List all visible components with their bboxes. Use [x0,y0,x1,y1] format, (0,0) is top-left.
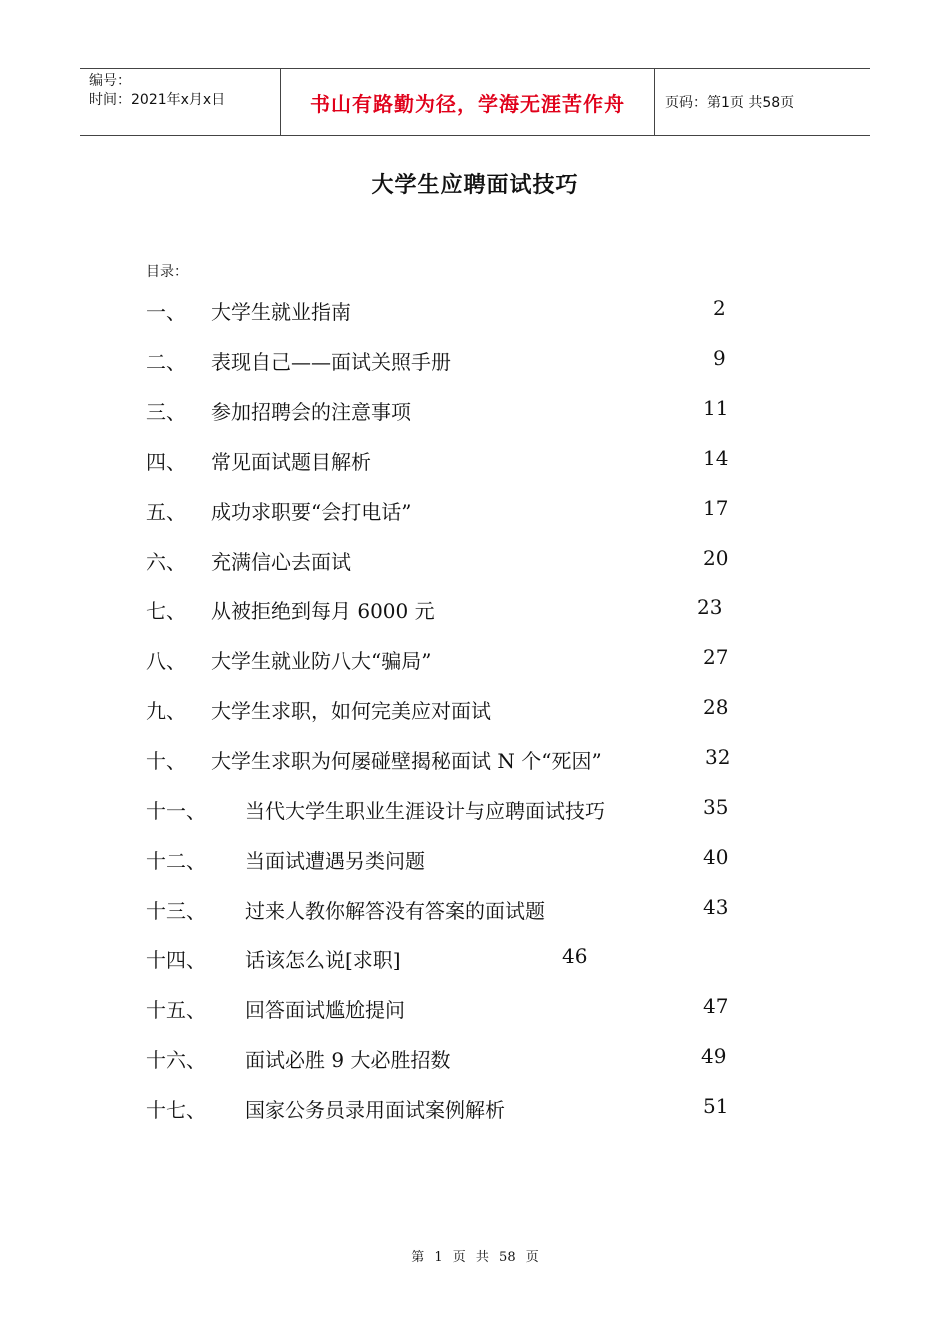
toc-title: 大学生就业防八大“骗局” [211,649,432,673]
toc-title: 从被拒绝到每月 6000 元 [211,599,435,623]
toc-number: 十二、 [146,849,206,873]
toc-item[interactable] [0,845,950,875]
toc-number: 六、 [146,550,186,574]
toc-number: 十三、 [146,899,206,923]
toc-number: 十一、 [146,799,206,823]
toc-title: 话该怎么说[求职] [245,948,401,972]
toc-item[interactable] [0,296,950,326]
toc-title: 面试必胜 9 大必胜招数 [245,1048,451,1072]
toc-page: 20 [703,546,729,570]
toc-title: 当代大学生职业生涯设计与应聘面试技巧 [245,799,605,823]
page-info: 页码：第1页 共58页 [665,95,795,111]
toc-number: 十六、 [146,1048,206,1072]
toc-item[interactable] [0,446,950,476]
toc-number: 二、 [146,350,186,374]
toc-item[interactable] [0,496,950,526]
toc-page: 51 [703,1094,729,1118]
toc-page: 40 [703,845,729,869]
toc-item[interactable] [0,994,950,1024]
toc-number: 十四、 [146,948,206,972]
header-table [80,68,870,136]
toc-number: 四、 [146,450,186,474]
toc-page: 47 [703,994,729,1018]
toc-page: 46 [562,944,588,968]
toc-title: 大学生求职为何屡碰壁揭秘面试 N 个“死因” [211,749,602,773]
toc-number: 八、 [146,649,186,673]
toc-item[interactable] [0,346,950,376]
toc-item[interactable] [0,1044,950,1074]
toc-item[interactable] [0,695,950,725]
toc-item[interactable] [0,944,950,974]
toc-page: 2 [713,296,726,320]
toc-title: 成功求职要“会打电话” [211,500,412,524]
toc-page: 11 [703,396,729,420]
toc-page: 43 [703,895,729,919]
toc-page: 17 [703,496,729,520]
toc-number: 十五、 [146,998,206,1022]
header-left-cell [80,69,281,135]
toc-number: 五、 [146,500,186,524]
toc-item[interactable] [0,1094,950,1124]
page-footer: 第 1 页 共 58 页 [411,1250,539,1265]
toc-page: 49 [701,1044,727,1068]
toc-page: 27 [703,645,729,669]
toc-title: 大学生求职，如何完美应对面试 [211,699,491,723]
toc-page: 23 [697,595,723,619]
toc-page: 14 [703,446,729,470]
toc-number: 九、 [146,699,186,723]
toc-item[interactable] [0,645,950,675]
toc-title: 参加招聘会的注意事项 [211,400,411,424]
toc-page: 9 [713,346,726,370]
toc-item[interactable] [0,595,950,625]
toc-item[interactable] [0,396,950,426]
toc-number: 七、 [146,599,186,623]
toc-title: 大学生就业指南 [211,300,351,324]
toc-item[interactable] [0,745,950,775]
toc-item[interactable] [0,895,950,925]
toc-page: 32 [705,745,731,769]
toc-number: 十七、 [146,1098,206,1122]
toc-number: 三、 [146,400,186,424]
toc-title: 当面试遭遇另类问题 [245,849,425,873]
toc-title: 国家公务员录用面试案例解析 [245,1098,505,1122]
toc-title: 回答面试尴尬提问 [245,998,405,1022]
toc-item[interactable] [0,546,950,576]
toc-page: 35 [703,795,729,819]
toc-page: 28 [703,695,729,719]
motto: 书山有路勤为径，学海无涯苦作舟 [281,69,655,135]
toc-item[interactable] [0,795,950,825]
toc-title: 过来人教你解答没有答案的面试题 [245,899,545,923]
document-title: 大学生应聘面试技巧 [371,173,579,198]
toc-label: 目录： [146,264,188,280]
toc-title: 充满信心去面试 [211,550,351,574]
toc-title: 常见面试题目解析 [211,450,371,474]
serial-label: 编号： [89,73,131,89]
toc-number: 十、 [146,749,186,773]
date-label: 时间：2021年x月x日 [89,92,226,108]
toc-title: 表现自己——面试关照手册 [211,350,451,374]
toc-number: 一、 [146,300,186,324]
